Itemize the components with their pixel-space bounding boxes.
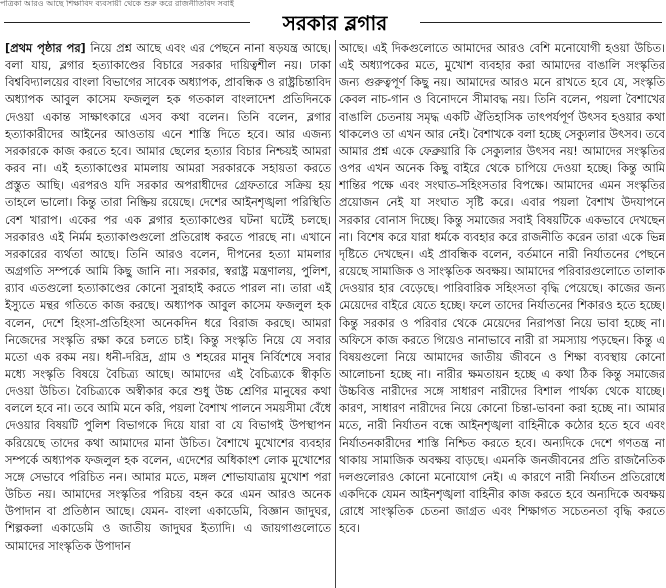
header-rule-left bbox=[4, 22, 250, 23]
article-column-left bbox=[5, 40, 336, 588]
article-headline: সরকার ব্লগার bbox=[282, 11, 388, 35]
article-body-right: আছে। এই দিকগুলোতে আমাদের আরও বেশি মনোযোগী হওয়া উচিত। এই অধ্যাপকের মতে, মুখোশ ব্যবহার করা আমাদের বাঙালি সংস্কৃতির জন্য গুরুত্বপূর্ণ কিছু নয়। আমাদের আরও মনে রাখতে হবে যে, সংস্কৃতি কেবল নাচ-গান ও বিনোদনে সীমাবদ্ধ নয়। তিনি বলেন, পয়লা বৈশাখের বাঙালি চেতনায় সমৃদ্ধ একটি ঐতিহাসিক তাৎপর্যপূর্ণ উৎসব হওয়ার কথা থাকলেও তা এখন আর নেই। বৈশাখকে বলা হচ্ছে সেক্যুলার উৎসব। তবে আমার প্রশ্ন একে ফেব্রুয়ারি কি সেক্যুলার উৎসব নয়! আমাদের সংস্কৃতির ওপর এখন অনেক কিছু বাইরে থেকে চাপিয়ে দেওয়া হচ্ছে। কিন্তু আমি শান্তির পক্ষে এবং সংঘাত-সহিংসতার বিপক্ষে। আমাদের এমন সংস্কৃতির প্রয়োজন নেই যা সংঘাত সৃষ্টি করে। এবার পয়লা বৈশাখ উদযাপনে সরকার বোনাস দিচ্ছে। কিন্তু সমাজের সবাই বিষয়টিকে একভাবে দেখছেন না। বিশেষ করে যারা ধর্মকে ব্যবহার করে রাজনীতি করেন তারা একে ভিন্ন দৃষ্টিতে দেখছেন। এই প্রাবন্ধিক বলেন, বর্তমানে নারী নির্যাতনের পেছনে রয়েছে সামাজিক ও সাংস্কৃতিক অবক্ষয়। আমাদের পরিবারগুলোতে তালাক দেওয়ার হার বেড়েছে। পারিবারিক সহিংসতা বৃদ্ধি পেয়েছে। কাজের জন্য মেয়েদের বাইরে যেতে হচ্ছে। ফলে তাদের নির্যাতনের শিকারও হতে হচ্ছে। কিন্তু সরকার ও পরিবার থেকে মেয়েদের নিরাপত্তা নিয়ে ভাবা হচ্ছে না। অফিসে কাজ করতে গিয়েও নানাভাবে নারী রা সমস্যায় পড়ছেন। কিন্তু এ বিষয়গুলো নিয়ে আমাদের জাতীয় জীবনে ও শিক্ষা ব্যবস্থায় কোনো আলোচনা হচ্ছে না। নারীর ক্ষমতায়ন হচ্ছে এ কথা ঠিক কিন্তু সমাজের উচ্চবিত্ত নারীদের সঙ্গে সাধারণ নারীদের বিশাল পার্থক্য থেকে যাচ্ছে। কারণ, সাধারণ নারীদের নিয়ে কোনো চিন্তা-ভাবনা করা হচ্ছে না। আমার মতে, নারী নির্যাতন বন্ধে আইনশৃঙ্খলা বাহিনীকে কঠোর হতে হবে এবং নির্যাতনকারীদের শাস্তি নিশ্চিত করতে হবে। অন্যদিকে দেশে গণতন্ত্র না থাকায় সামাজিক অবক্ষয় বাড়ছে। এমনকি জনজীবনের প্রতি রাজনৈতিক দলগুলোরও কোনো মনোযোগ নেই। এ কারণে নারী নির্যাতন প্রতিরোধে একদিকে যেমন আইনশৃঙ্খলা বাহিনীর কাজ করতে হবে অন্যদিকে অবক্ষয় রোধে সাংস্কৃতিক চেতনা জাগ্রত এবং শিক্ষাগত সচেতনতা বৃদ্ধি করতে হবে। bbox=[339, 42, 665, 536]
article-header bbox=[0, 8, 666, 38]
continuation-kicker: [প্রথম পৃষ্ঠার পর] bbox=[5, 42, 86, 55]
previous-article-strip: পত্রিকা আরও আছে শিক্ষাবিদ ব্যবসায়ী থেকে শুরু করে রাজনীতিবিদ সবাই bbox=[0, 0, 234, 8]
article-paragraph-left bbox=[5, 40, 331, 555]
article-body-left: নিয়ে প্রশ্ন আছে এবং এর পেছনে নানা ষড়যন্ত্র আছে। বলা যায়, ব্লগার হত্যাকাণ্ডের বিচারে সরকার দায়িত্বশীল নয়। ঢাকা বিশ্ববিদ্যালয়ের বাংলা বিভাগের সাবেক অধ্যাপক, প্রাবন্ধিক ও রাষ্ট্রচিন্তাবিদ অধ্যাপক আবুল কাসেম ফজলুল হক গতকাল বাংলাদেশ প্রতিদিনকে দেওয়া একান্ত সাক্ষাৎকারে এসব কথা বলেন। তিনি বলেন, ব্লগার হত্যাকারীদের আইনের আওতায় এনে শাস্তি দিতে হবে। আর এজন্য সরকারকে কাজ করতে হবে। আমার ছেলের হত্যার বিচার নিশ্চয়ই আমরা করব না। এই হত্যাকাণ্ডের মামলায় আমরা সরকারকে সহায়তা করতে প্রস্তুত আছি। এরপরও যদি সরকার অপরাধীদের গ্রেফতারে সক্রিয় হয় তাহলে ভালো। কিন্তু তারা নিষ্ক্রিয় রয়েছে। দেশের আইনশৃঙ্খলা পরিস্থিতি বেশ খারাপ। একের পর এক ব্লগার হত্যাকাণ্ডের ঘটনা ঘটেই চলছে। সরকারও এই নির্মম হত্যাকাণ্ডগুলো প্রতিরোধ করতে পারছে না। এখানে সরকারের ব্যর্থতা আছে। তিনি আরও বলেন, দীপনের হত্যা মামলার অগ্রগতি সম্পর্কে আমি কিছু জানি না। সরকার, স্বরাষ্ট্র মন্ত্রণালয়, পুলিশ, র‍্যাব এতগুলো হত্যাকাণ্ডের কোনো সুরাহাই করতে পারল না। তারা এই ইস্যুতে মন্থর গতিতে কাজ করছে। অধ্যাপক আবুল কাসেম ফজলুল হক বলেন, দেশে হিংসা-প্রতিহিংসা অনেকদিন ধরে বিরাজ করছে। আমরা নিজেদের সংস্কৃতি রক্ষা করে চলতে চাই। কিন্তু সংস্কৃতি নিয়ে যে সবার মতো এক রকম নয়। ধনী-দরিদ্র, গ্রাম ও শহরের মানুষ নির্বিশেষে সবার মধ্যে সংস্কৃতি বিষয়ে বৈচিত্র্য আছে। আমাদের এই বৈচিত্র্যকে স্বীকৃতি দেওয়া উচিত। বৈচিত্র্যকে অস্বীকার করে শুধু উচ্চ শ্রেণির মানুষের কথা বললে হবে না। তবে আমি মনে করি, পয়লা বৈশাখ পালনে সময়সীমা বেঁধে দেওয়ার বিষয়টি পুলিশ বিভাগকে দিয়ে যারা বা যে বিভাগই উপস্থাপন করিয়েছে তাদের কথা আমাদের মানা উচিত। বৈশাখে মুখোশের ব্যবহার সম্পর্কে অধ্যাপক ফজলুল হক বলেন, এদেশের অধিকাংশ লোক মুখোশের সঙ্গে সেভাবে পরিচিত নন। আমার মতে, মঙ্গল শোভাযাত্রায় মুখোশ পরা উচিত নয়। আমাদের সংস্কৃতির পরিচয় বহন করে এমন আরও অনেক উপাদান বা প্রতিষ্ঠান আছে। যেমন- বাংলা একাডেমি, বিজ্ঞান জাদুঘর, শিল্পকলা একাডেমি ও জাতীয় জাদুঘর ইত্যাদি। এ জায়গাগুলোতে আমাদের সাংস্কৃতিক উপাদান bbox=[5, 42, 331, 553]
header-rule-right bbox=[420, 22, 662, 23]
article-column-right bbox=[339, 40, 665, 588]
